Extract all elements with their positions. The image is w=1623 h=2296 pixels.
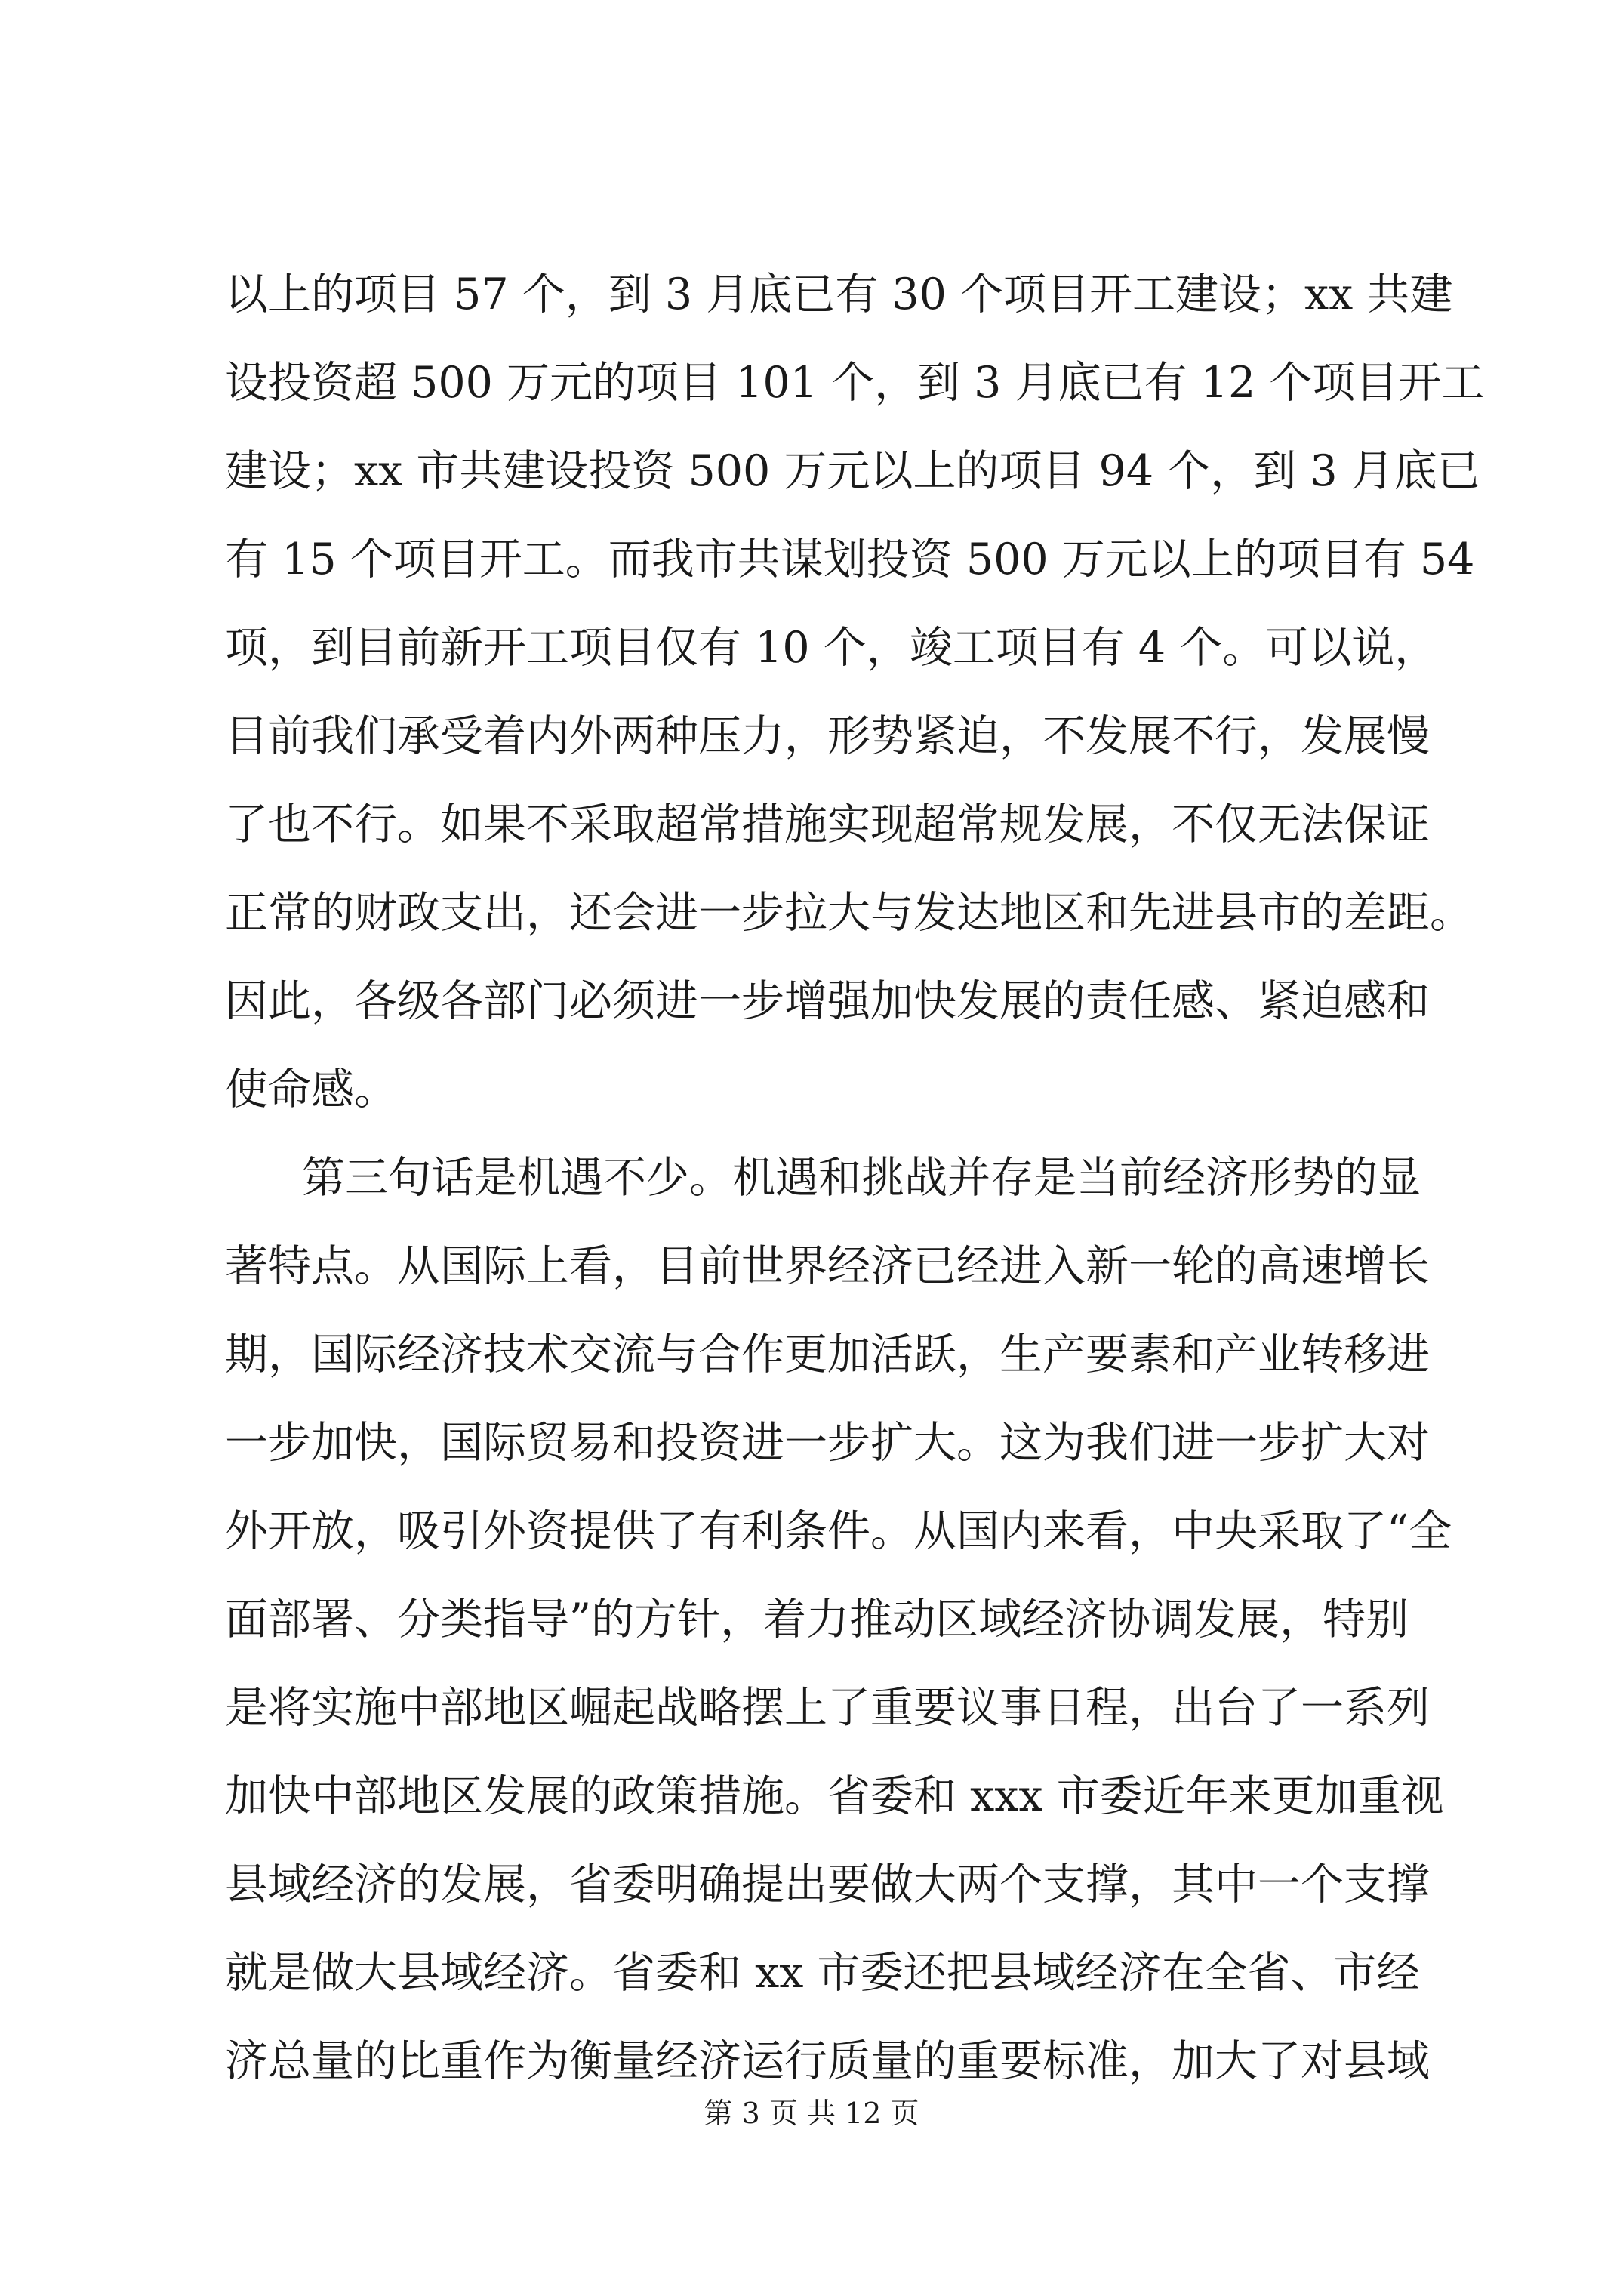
text-line: 面部署、分类指导”的方针，着力推动区域经济协调发展，特别 bbox=[225, 1595, 1409, 1644]
text-line: 使命感。 bbox=[225, 1065, 397, 1114]
text-line: 县域经济的发展，省委明确提出要做大两个支撑，其中一个支撑 bbox=[225, 1860, 1430, 1909]
text-line: 项，到目前新开工项目仅有 10 个，竣工项目有 4 个。可以说， bbox=[225, 623, 1438, 673]
text-line: 是将实施中部地区崛起战略摆上了重要议事日程，出台了一系列 bbox=[225, 1683, 1430, 1733]
text-line: 因此，各级各部门必须进一步增强加快发展的责任感、紧迫感和 bbox=[225, 976, 1430, 1026]
page-number-footer: 第 3 页 共 12 页 bbox=[704, 2097, 919, 2130]
text-line: 目前我们承受着内外两种压力，形势紧迫，不发展不行，发展慢 bbox=[225, 711, 1430, 761]
text-line: 著特点。从国际上看，目前世界经济已经进入新一轮的高速增长 bbox=[225, 1241, 1430, 1291]
text-line: 济总量的比重作为衡量经济运行质量的重要标准，加大了对县域 bbox=[225, 2036, 1430, 2086]
text-line: 正常的财政支出，还会进一步拉大与发达地区和先进县市的差距。 bbox=[225, 888, 1473, 938]
text-line: 设投资超 500 万元的项目 101 个，到 3 月底已有 12 个项目开工 bbox=[225, 358, 1485, 408]
text-line: 建设；xx 市共建设投资 500 万元以上的项目 94 个，到 3 月底已 bbox=[225, 446, 1480, 496]
text-line: 第三句话是机遇不少。机遇和挑战并存是当前经济形势的显 bbox=[302, 1153, 1421, 1203]
text-line: 期，国际经济技术交流与合作更加活跃，生产要素和产业转移进 bbox=[225, 1330, 1430, 1379]
text-line: 加快中部地区发展的政策措施。省委和 xxx 市委近年来更加重视 bbox=[225, 1771, 1444, 1821]
text-line: 了也不行。如果不采取超常措施实现超常规发展，不仅无法保证 bbox=[225, 800, 1430, 849]
text-line: 一步加快，国际贸易和投资进一步扩大。这为我们进一步扩大对 bbox=[225, 1418, 1430, 1468]
text-line: 有 15 个项目开工。而我市共谋划投资 500 万元以上的项目有 54 bbox=[225, 535, 1475, 584]
text-line: 就是做大县域经济。省委和 xx 市委还把县域经济在全省、市经 bbox=[225, 1948, 1420, 1998]
text-line: 以上的项目 57 个，到 3 月底已有 30 个项目开工建设；xx 共建 bbox=[225, 270, 1453, 319]
text-line: 外开放，吸引外资提供了有利条件。从国内来看，中央采取了“全 bbox=[225, 1506, 1452, 1556]
